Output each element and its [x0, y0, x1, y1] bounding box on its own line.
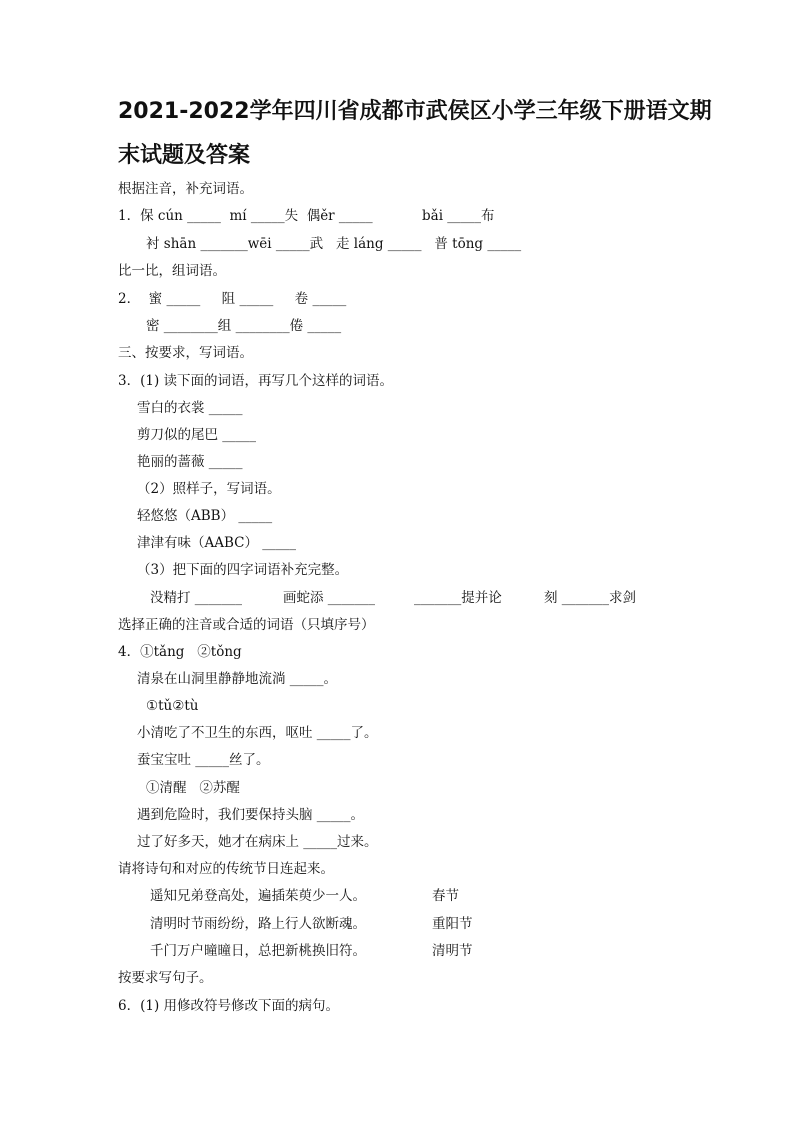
text-segment: 刻 _______求剑: [544, 590, 637, 606]
text-segment: 密 ________组 ________倦 _____: [146, 318, 342, 334]
text-segment: 衬 shān _______wēi _____武 走 láng _____ 普 tōng _____: [146, 236, 522, 252]
doc-title-line-2: 末试题及答案: [118, 143, 251, 168]
text-segment: 比一比，组词语。: [118, 263, 226, 279]
text-segment: 清明节: [432, 943, 473, 959]
text-segment: 选择正确的注音或合适的词语（只填序号）: [118, 617, 375, 633]
text-segment: 小清吃了不卫生的东西，呕吐 _____了。: [137, 725, 378, 741]
text-segment: 清泉在山洞里静静地流淌 _____。: [137, 671, 338, 687]
text-segment: 1．保 cún _____ mí _____失 偶ěr _____: [118, 208, 373, 224]
text-segment: 4．①tǎng ②tǒng: [118, 644, 242, 660]
text-segment: ①清醒 ②苏醒: [146, 780, 240, 796]
text-segment: 剪刀似的尾巴 _____: [137, 427, 257, 443]
text-segment: 画蛇添 _______: [283, 590, 376, 606]
text-segment: 6．(1) 用修改符号修改下面的病句。: [118, 998, 340, 1014]
text-segment: 遇到危险时，我们要保持头脑 _____。: [137, 807, 365, 823]
text-segment: 3．(1) 读下面的词语，再写几个这样的词语。: [118, 373, 394, 389]
text-segment: 三、按要求，写词语。: [118, 345, 253, 361]
text-segment: 雪白的衣裳 _____: [137, 400, 243, 416]
text-segment: bǎi _____布: [422, 208, 495, 224]
text-segment: 遥知兄弟登高处，遍插茱萸少一人。: [150, 888, 366, 904]
text-segment: 没精打 _______: [150, 590, 243, 606]
text-segment: 春节: [432, 888, 459, 904]
text-segment: 重阳节: [432, 916, 473, 932]
text-segment: 千门万户曈曈日，总把新桃换旧符。: [150, 943, 366, 959]
text-segment: 请将诗句和对应的传统节日连起来。: [118, 861, 334, 877]
text-segment: 2． 蜜 _____ 阻 _____ 卷 _____: [118, 291, 347, 307]
text-segment: 津津有味（AABC） _____: [137, 535, 297, 551]
text-segment: （2）照样子，写词语。: [137, 481, 281, 497]
text-segment: 过了好多天，她才在病床上 _____过来。: [137, 834, 378, 850]
text-segment: 根据注音，补充词语。: [118, 181, 253, 197]
text-segment: 蚕宝宝吐 _____丝了。: [137, 752, 270, 768]
text-segment: 清明时节雨纷纷，路上行人欲断魂。: [150, 916, 366, 932]
text-segment: （3）把下面的四字词语补充完整。: [137, 562, 349, 578]
text-segment: 艳丽的蔷薇 _____: [137, 454, 243, 470]
text-segment: ①tǔ②tù: [146, 698, 199, 714]
text-segment: _______提并论: [414, 590, 502, 606]
doc-title-line-1: 2021-2022学年四川省成都市武侯区小学三年级下册语文期: [118, 99, 712, 124]
text-segment: 轻悠悠（ABB） _____: [137, 508, 273, 524]
text-segment: 按要求写句子。: [118, 970, 213, 986]
